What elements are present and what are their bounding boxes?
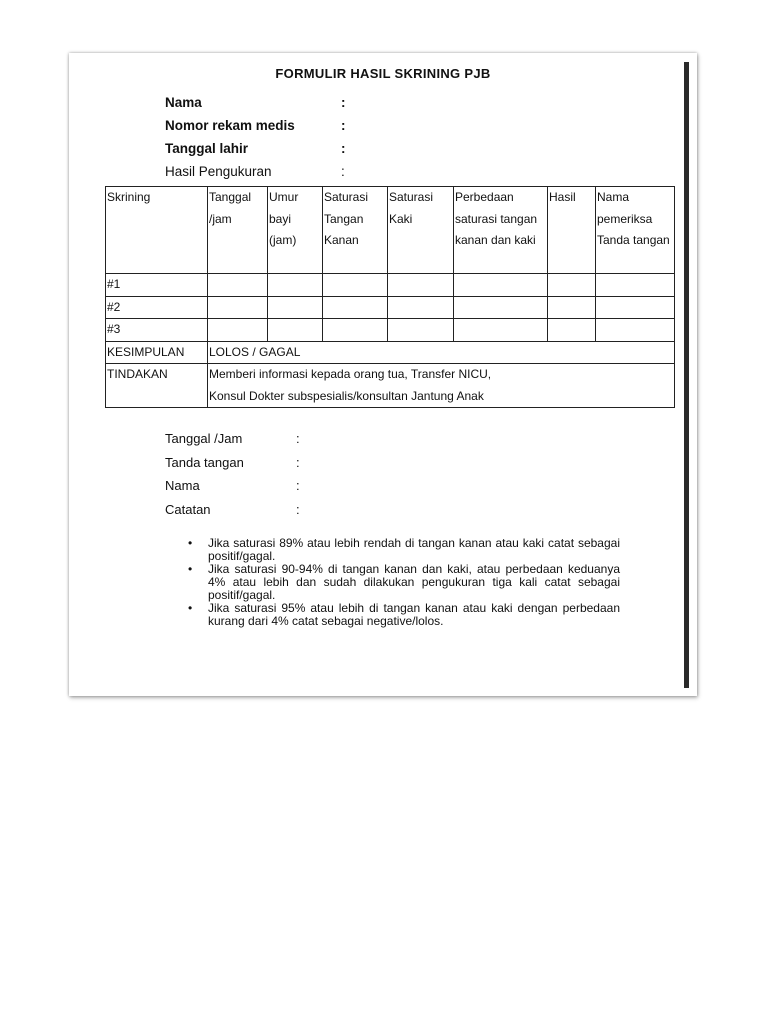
field-colon: : — [341, 164, 345, 179]
cell-umur-bayi[interactable] — [268, 296, 323, 319]
bullet-icon: • — [188, 601, 193, 615]
table-row — [106, 296, 675, 319]
signature-catatan — [165, 502, 300, 517]
field-nomor-rekam-medis — [165, 118, 346, 133]
field-label: Hasil Pengukuran — [165, 164, 272, 179]
header-umur-bayi: Umur bayi (jam) — [268, 187, 323, 274]
list-item — [188, 562, 620, 602]
bullet-icon: • — [188, 562, 193, 576]
cell-perbedaan[interactable] — [454, 274, 548, 297]
field-colon: : — [341, 95, 346, 110]
note-text: Jika saturasi 95% atau lebih di tangan kanan atau kaki dengan perbedaan kurang dari 4% catat sebagai negative/lolos. — [208, 601, 620, 628]
signature-label: Catatan — [165, 502, 211, 517]
tindakan-label: TINDAKAN — [106, 364, 208, 408]
tindakan-value — [208, 364, 675, 408]
signature-nama — [165, 478, 300, 493]
field-tanggal-lahir — [165, 141, 346, 156]
note-text: Jika saturasi 90-94% di tangan kanan dan kaki, atau perbedaan keduanya 4% atau lebih dan sudah dilakukan pengukuran tiga kali catat sebagai positif/gagal. — [208, 562, 620, 602]
header-saturasi-tangan-kanan: Saturasi Tangan Kanan — [323, 187, 388, 274]
signature-colon: : — [296, 502, 300, 517]
bullet-icon: • — [188, 536, 193, 550]
cell-pemeriksa[interactable] — [596, 274, 675, 297]
header-nama-pemeriksa: Nama pemeriksa Tanda tangan — [596, 187, 675, 274]
cell-hasil[interactable] — [548, 296, 596, 319]
cell-perbedaan[interactable] — [454, 296, 548, 319]
field-colon: : — [341, 118, 346, 133]
cell-saturasi-tangan[interactable] — [323, 319, 388, 342]
signature-label: Tanggal /Jam — [165, 431, 243, 446]
list-item — [188, 601, 620, 628]
cell-saturasi-kaki[interactable] — [388, 274, 454, 297]
cell-pemeriksa[interactable] — [596, 296, 675, 319]
field-colon: : — [341, 141, 346, 156]
table-row — [106, 319, 675, 342]
scrollbar[interactable] — [684, 62, 689, 688]
header-hasil: Hasil — [548, 187, 596, 274]
header-perbedaan-saturasi: Perbedaan saturasi tangan kanan dan kaki — [454, 187, 548, 274]
signature-colon: : — [296, 431, 300, 446]
field-label: Nama — [165, 95, 202, 110]
kesimpulan-label: KESIMPULAN — [106, 341, 208, 364]
cell-hasil[interactable] — [548, 319, 596, 342]
signature-tanggal-jam — [165, 431, 300, 446]
screening-table — [105, 186, 675, 408]
cell-pemeriksa[interactable] — [596, 319, 675, 342]
cell-perbedaan[interactable] — [454, 319, 548, 342]
signature-colon: : — [296, 478, 300, 493]
cell-saturasi-kaki[interactable] — [388, 296, 454, 319]
field-label: Nomor rekam medis — [165, 118, 295, 133]
cell-tanggal-jam[interactable] — [208, 319, 268, 342]
header-tanggal-jam: Tanggal /jam — [208, 187, 268, 274]
header-saturasi-kaki: Saturasi Kaki — [388, 187, 454, 274]
tindakan-line: Konsul Dokter subspesialis/konsultan Jantung Anak — [209, 388, 484, 403]
cell-saturasi-kaki[interactable] — [388, 319, 454, 342]
tindakan-line: Memberi informasi kepada orang tua, Transfer NICU, — [209, 367, 492, 381]
signature-label: Tanda tangan — [165, 455, 244, 470]
list-item — [188, 536, 620, 563]
cell-umur-bayi[interactable] — [268, 274, 323, 297]
kesimpulan-row — [106, 341, 675, 364]
notes-list — [188, 537, 620, 628]
kesimpulan-value: LOLOS / GAGAL — [208, 341, 675, 364]
field-nama — [165, 95, 346, 110]
cell-saturasi-tangan[interactable] — [323, 296, 388, 319]
cell-hasil[interactable] — [548, 274, 596, 297]
signature-label: Nama — [165, 478, 200, 493]
row-label: #1 — [106, 274, 208, 297]
form-page — [69, 53, 697, 696]
row-label: #3 — [106, 319, 208, 342]
field-label: Tanggal lahir — [165, 141, 249, 156]
cell-saturasi-tangan[interactable] — [323, 274, 388, 297]
table-row — [106, 274, 675, 297]
cell-tanggal-jam[interactable] — [208, 296, 268, 319]
table-header-row — [106, 187, 675, 274]
header-skrining: Skrining — [106, 187, 208, 274]
cell-tanggal-jam[interactable] — [208, 274, 268, 297]
cell-umur-bayi[interactable] — [268, 319, 323, 342]
form-title: FORMULIR HASIL SKRINING PJB — [275, 66, 491, 81]
signature-colon: : — [296, 455, 300, 470]
signature-tanda-tangan — [165, 455, 300, 470]
note-text: Jika saturasi 89% atau lebih rendah di tangan kanan atau kaki catat sebagai positif/gagal. — [208, 536, 620, 563]
tindakan-row — [106, 364, 675, 408]
row-label: #2 — [106, 296, 208, 319]
field-hasil-pengukuran — [165, 164, 345, 179]
